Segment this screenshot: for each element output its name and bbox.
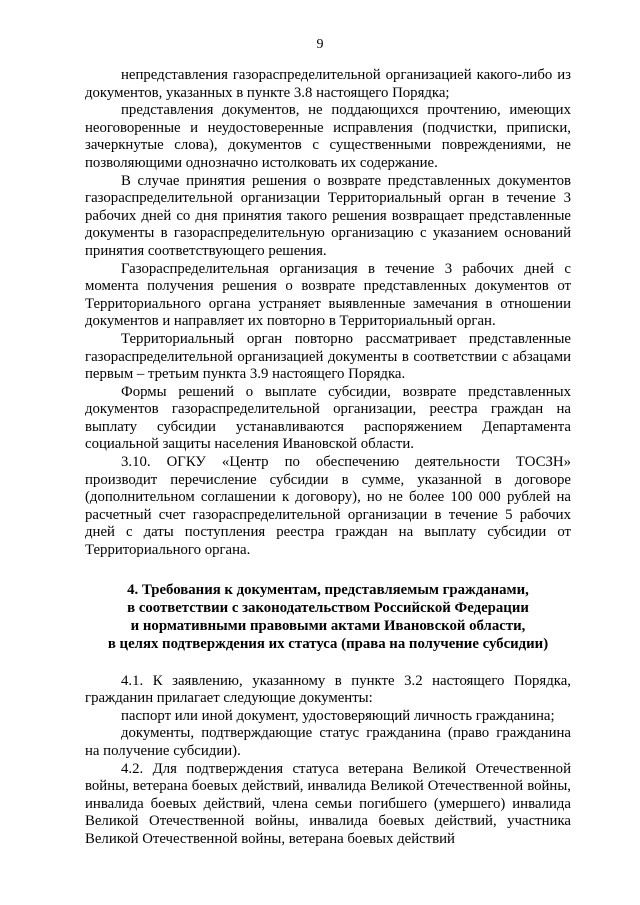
page-number: 9 xyxy=(316,37,324,52)
paragraph: Территориальный орган повторно рассматривает представленные газораспределительной организацией документы в соответствии с абзацами первым – третьим пункта 3.9 настоящего Порядка. xyxy=(85,330,571,383)
paragraph: документы, подтверждающие статус гражданина (право гражданина на получение субсидии). xyxy=(85,725,571,759)
paragraph: непредставления газораспределительной организацией какого-либо из документов, указанных в пункте 3.8 настоящего Порядка; xyxy=(85,67,571,101)
document-body xyxy=(85,67,571,849)
paragraph: В случае принятия решения о возврате представленных документов газораспределительной организации Территориальный орган в течение 3 рабочих дней со дня принятия такого решения возвращает представленные документы в газораспределительную организацию с указанием оснований принятия соответствующего решения. xyxy=(85,172,571,259)
paragraph: паспорт или иной документ, удостоверяющий личность гражданина; xyxy=(121,707,555,724)
paragraph: 3.10. ОГКУ «Центр по обеспечению деятельности ТОСЗН» производит перечисление субсидии в сумме, указанной в договоре (дополнительном соглашении к договору), но не более 100 000 рублей на расчетный счет газораспределительной организации в течение 5 рабочих дней с даты поступления реестра граждан на выплату субсидии от Территориального органа. xyxy=(85,454,571,559)
section-heading-line: в соответствии с законодательством Российской Федерации xyxy=(127,599,529,616)
section-heading-line: 4. Требования к документам, представляемым гражданами, xyxy=(127,581,529,598)
paragraph: 4.2. Для подтверждения статуса ветерана Великой Отечественной войны, ветерана боевых действий, инвалида Великой Отечественной войны, инвалида боевых действий, члена семьи погибшего (умершего) инвалида Великой Отечественной войны, инвалида боевых действий, участника Великой Отечественной войны, ветерана боевых действий xyxy=(85,760,571,847)
section-heading-line: и нормативными правовыми актами Ивановской области, xyxy=(130,617,526,634)
paragraph: 4.1. К заявлению, указанному в пункте 3.2 настоящего Порядка, гражданин прилагает следующие документы: xyxy=(85,672,571,707)
paragraphs-before-heading xyxy=(85,67,571,560)
section-heading-line: в целях подтверждения их статуса (права на получение субсидии) xyxy=(107,635,549,652)
paragraph: Формы решений о выплате субсидии, возврате представленных документов газораспределительной организации, реестра граждан на выплату субсидии устанавливаются распоряжением Департамента социальной защиты населения Ивановской области. xyxy=(85,383,571,453)
paragraph: Газораспределительная организация в течение 3 рабочих дней с момента получения решения о возврате представленных документов от Территориального органа устраняет выявленные замечания в отношении документов и направляет их повторно в Территориальный орган. xyxy=(85,260,571,330)
section-heading xyxy=(85,581,571,653)
paragraph: представления документов, не поддающихся прочтению, имеющих неоговоренные и неудостоверенные исправления (подчистки, приписки, зачеркнутые слова), документов с существенными повреждениями, не позволяющими однозначно истолковать их содержание. xyxy=(85,102,571,171)
paragraphs-after-heading xyxy=(85,673,571,849)
